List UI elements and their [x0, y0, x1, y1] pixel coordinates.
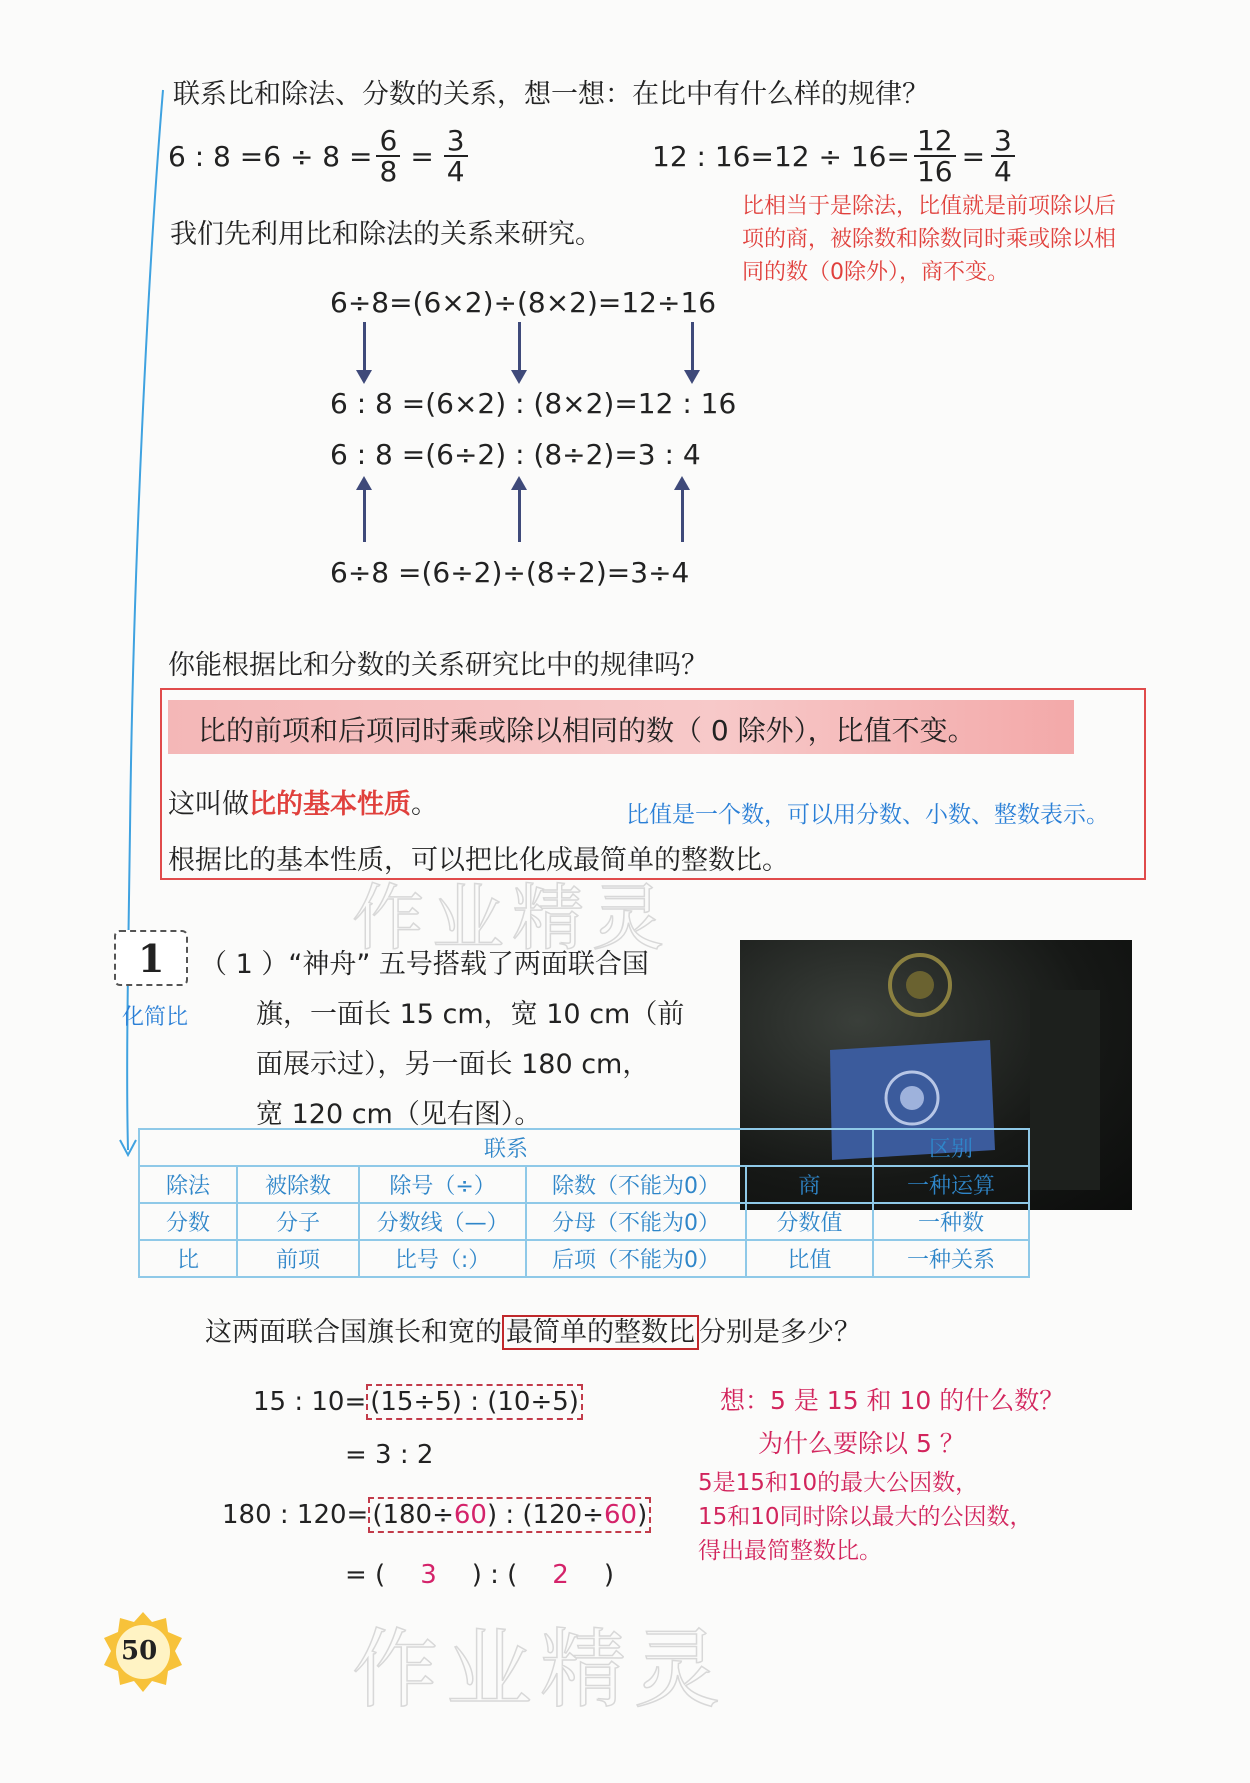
red-note: 比相当于是除法，比值就是前项除以后 项的商，被除数和除数同时乘或除以相 同的数（0除外），商不变。 — [742, 194, 1117, 285]
table-header-diff: 区别 — [873, 1129, 1029, 1166]
table-row: 比 前项 比号（:） 后项（不能为0） 比值 一种关系 — [139, 1240, 1029, 1277]
comparison-table — [138, 1128, 1030, 1278]
simplify-line: 根据比的基本性质，可以把比化成最简单的整数比。 — [168, 845, 789, 876]
up-arrow — [363, 486, 366, 542]
down-arrow — [518, 322, 521, 374]
watermark: 作业精灵 — [352, 1620, 728, 1720]
equation-6-8: 6 : 8 =6 ÷ 8 = $\frac{6}{8}$ = $\frac{3}{4}$ — [168, 126, 472, 187]
table-row: 分数 分子 分数线（—） 分母（不能为0） 分数值 一种数 — [139, 1203, 1029, 1240]
table-row: 除法 被除数 除号（÷） 除数（不能为0） 商 一种运算 — [139, 1166, 1029, 1203]
derivation-line-4: 6÷8 =(6÷2)÷(8÷2)=3÷4 — [330, 556, 690, 589]
solution-2: 180 : 120= (180÷60) : (120÷60) — [222, 1500, 651, 1530]
rule-text: 比的前项和后项同时乘或除以相同的数（ 0 除外），比值不变。 — [198, 714, 976, 747]
intro-question: 联系比和除法、分数的关系，想一想：在比中有什么样的规律？ — [173, 79, 929, 110]
solution-1: 15 : 10= (15÷5) : (10÷5) — [253, 1387, 583, 1417]
down-arrow — [363, 322, 366, 374]
derivation-line-2: 6 : 8 =(6×2) : (8×2)=12 : 16 — [330, 387, 737, 420]
solution-1-result: = 3 : 2 — [345, 1440, 434, 1470]
up-arrow — [518, 486, 521, 542]
question-2: 你能根据比和分数的关系研究比中的规律吗？ — [168, 650, 708, 681]
derivation-line-3: 6 : 8 =(6÷2) : (8÷2)=3 : 4 — [330, 438, 701, 471]
example-tag: 化简比 — [122, 1005, 189, 1030]
question-3: 这两面联合国旗长和宽的 最简单的整数比 分别是多少？ — [205, 1317, 861, 1348]
equation-12-16: 12 : 16=12 ÷ 16= $\frac{12}{16}$ = $\frac{3}{4}$ — [652, 126, 1019, 187]
called-line: 这叫做比的基本性质。 — [168, 789, 438, 820]
think-line-1: 想：5 是 15 和 10 的什么数？ — [720, 1386, 1065, 1415]
blue-note: 比值是一个数，可以用分数、小数、整数表示。 — [626, 802, 1109, 828]
example-text: （ 1 ）“神舟” 五号搭载了两面联合国 旗，一面长 15 cm，宽 10 cm（前 面展示过），另一面长 180 cm， 宽 120 cm（见右图）。 — [200, 949, 685, 1130]
up-arrow — [681, 486, 684, 542]
page-number: 50 — [121, 1636, 158, 1666]
down-arrow — [691, 322, 694, 374]
solution-2-result: = ( 3 ) : ( 2 ) — [345, 1560, 614, 1590]
think-line-2: 为什么要除以 5 ？ — [758, 1429, 965, 1458]
study-line: 我们先利用比和除法的关系来研究。 — [170, 219, 602, 250]
example-badge: 1 — [114, 930, 188, 986]
derivation-line-1: 6÷8=(6×2)÷(8×2)=12÷16 — [330, 286, 717, 319]
table-header-link: 联系 — [139, 1129, 873, 1166]
handwritten-answer: 5是15和10的最大公因数， 15和10同时除以最大的公因数， 得出最简整数比。 — [698, 1470, 1033, 1564]
watermark: 作业精灵 — [352, 876, 673, 960]
